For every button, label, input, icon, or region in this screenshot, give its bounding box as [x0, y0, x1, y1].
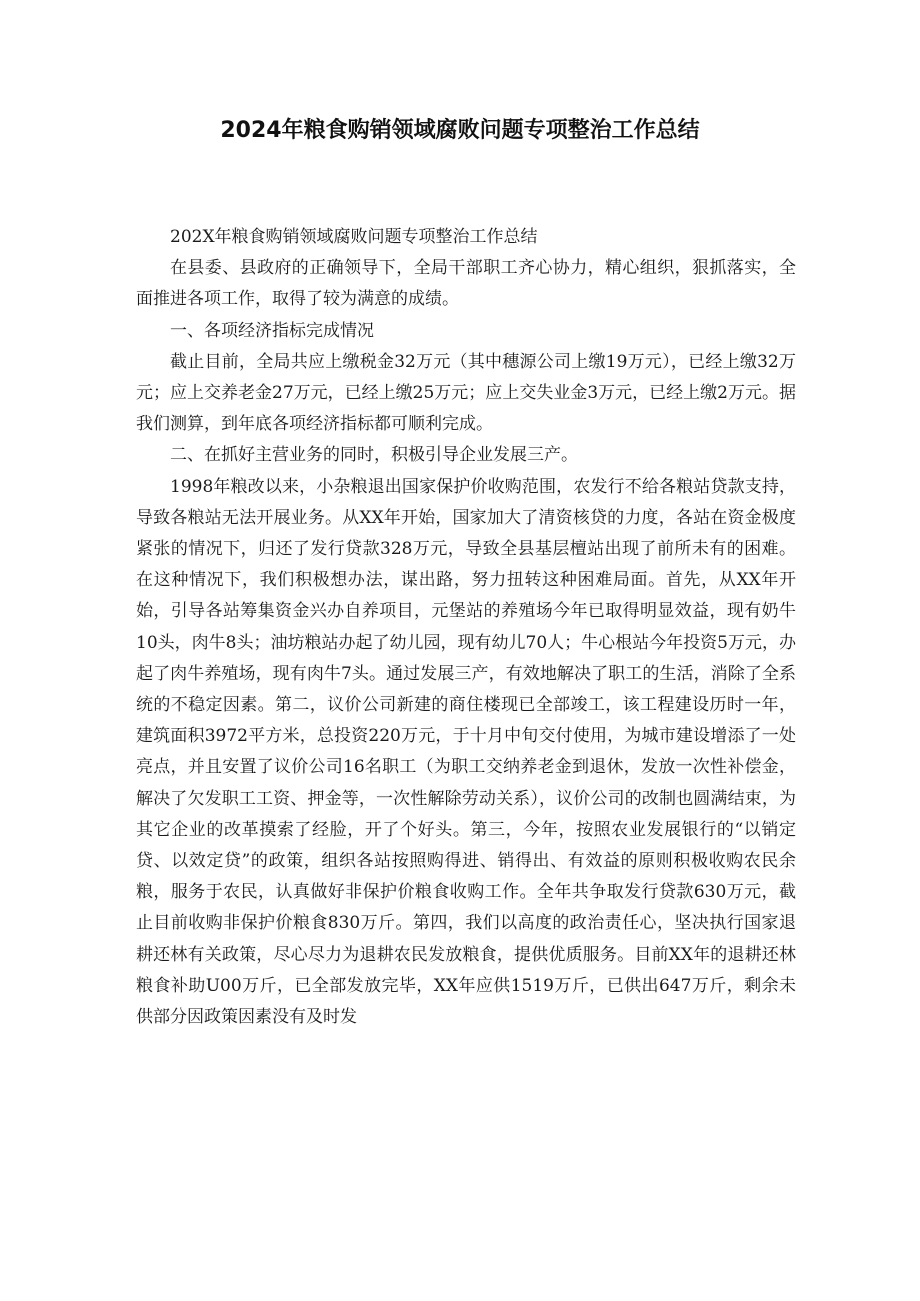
document-body — [136, 222, 796, 1033]
body-paragraph-subtitle: 202X年粮食购销领域腐败问题专项整治工作总结 — [170, 227, 538, 247]
body-paragraph-tertiary-industry: 1998年粮改以来，小杂粮退出国家保护价收购范围，农发行不给各粮站贷款支持，导致各粮站无法开展业务。从XX年开始，国家加大了清资核贷的力度，各站在资金极度紧张的情况下，归还了发行贷款328万元，导致全县基层檀站出现了前所未有的困难。在这种情况下，我们积极想办法，谋出路，努力扭转这种困难局面。首先，从XX年开始，引导各站筹集资金兴办自养项目，元堡站的养殖场今年已取得明显效益，现有奶牛10头，肉牛8头；油坊粮站办起了幼儿园，现有幼儿70人；牛心根站今年投资5万元，办起了肉牛养殖场，现有肉牛7头。通过发展三产，有效地解决了职工的生活，消除了全系统的不稳定因素。第二，议价公司新建的商住楼现已全部竣工，该工程建设历时一年，建筑面积3972平方米，总投资220万元，于十月中旬交付使用，为城市建设增添了一处亮点，并且安置了议价公司16名职工（为职工交纳养老金到退休，发放一次性补偿金，解决了欠发职工工资、押金等，一次性解除劳动关系），议价公司的改制也圆满结束，为其它企业的改革摸索了经脸，开了个好头。第三，今年，按照农业发展银行的“以销定贷、以效定贷”的政策，组织各站按照购得进、销得出、有效益的原则积极收购农民余粮，服务于农民，认真做好非保护价粮食收购工作。全年共争取发行贷款630万元，截止目前收购非保护价粮食830万斤。第四，我们以高度的政治责任心，坚决执行国家退耕还林有关政策，尽心尽力为退耕农民发放粮食，提供优质服务。目前XX年的退耕还林粮食补助U00万斤，已全部发放完毕，XX年应供1519万斤，已供出647万斤，剩余未供部分因政策因素没有及时发 — [136, 476, 796, 1028]
section-heading-tertiary-industry: 二、在抓好主营业务的同时，积极引导企业发展三产。 — [170, 445, 578, 466]
section-heading-economic-indicators: 一、各项经济指标完成情况 — [170, 320, 374, 341]
document-title: 2024年粮食购销领域腐败问题专项整治工作总结 — [220, 118, 700, 143]
body-paragraph-intro: 在县委、县政府的正确领导下，全局干部职工齐心协力，精心组织，狠抓落实，全面推进各项工作，取得了较为满意的成绩。 — [136, 258, 796, 310]
body-paragraph-economic-indicators: 截止目前，全局共应上缴税金32万元（其中穗源公司上缴19万元），已经上缴32万元；应上交养老金27万元，已经上缴25万元；应上交失业金3万元，已经上缴2万元。据我们测算，到年底各项经济指标都可顺利完成。 — [136, 351, 796, 435]
